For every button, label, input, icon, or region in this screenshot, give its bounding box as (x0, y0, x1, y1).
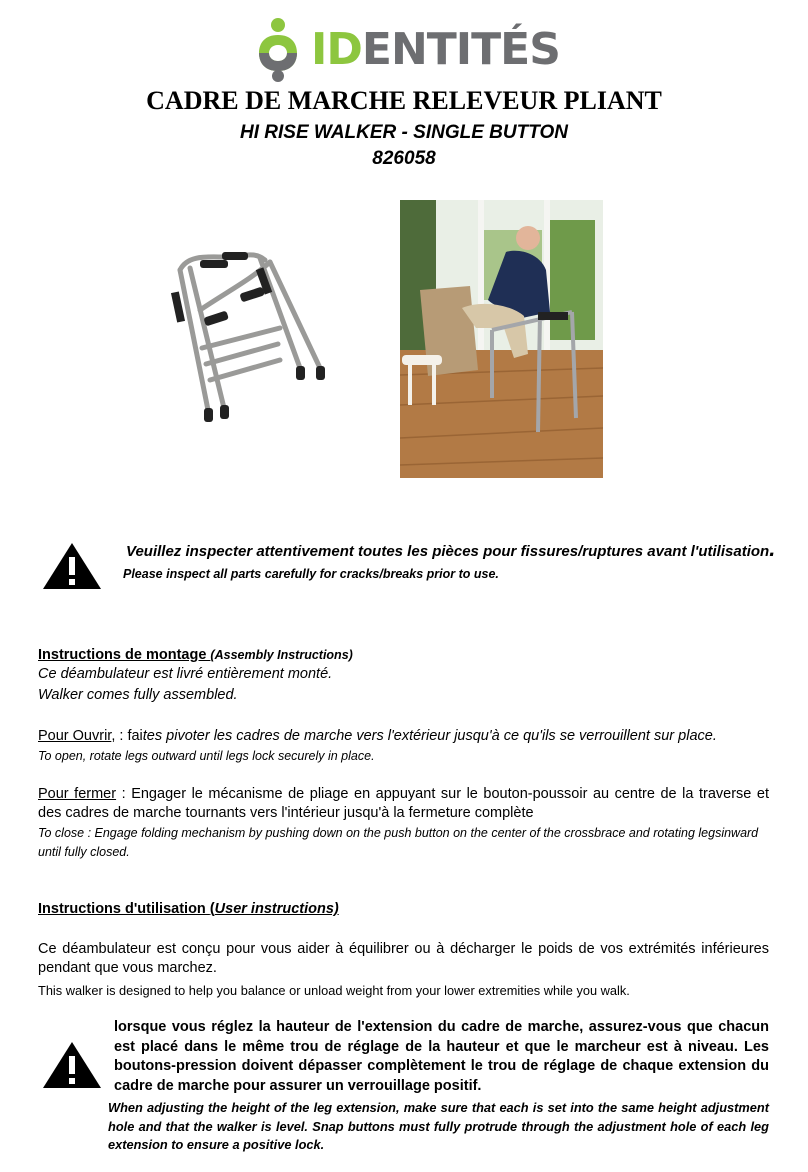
assembly-line-fr: Ce déambulateur est livré entièrement monté. (38, 666, 333, 682)
open-instruction-en: To open, rotate legs outward until legs lock securely in place. (38, 749, 375, 763)
user-heading-en: User instructions) (214, 901, 339, 917)
warning-triangle-icon (41, 541, 103, 591)
product-code: 826058 (372, 148, 436, 169)
open-instruction-fr (38, 727, 769, 746)
page-title: CADRE DE MARCHE RELEVEUR PLIANT (146, 86, 662, 115)
assembly-heading (38, 646, 769, 665)
user-heading (38, 900, 769, 919)
open-sep: , : fai (111, 728, 143, 744)
user-text-fr: Ce déambulateur est conçu pour vous aider à équilibrer ou à décharger le poids de vos extrémités inférieures pendant que vous marchez. (38, 941, 769, 976)
open-text-fr: tes pivoter les cadres de marche vers l'extérieur jusqu'à ce qu'ils se verrouillent sur place. (142, 728, 717, 744)
user-heading-fr: Instructions d'utilisation (38, 901, 210, 917)
user-heading-paren: ( (209, 901, 215, 917)
user-text-en: This walker is designed to help you balance or unload weight from your lower extremities while you walk. (38, 983, 630, 998)
walker-product-image (160, 240, 340, 440)
close-label: Pour fermer (38, 786, 117, 802)
warning-inspect-fr-text: Veuillez inspecter attentivement toutes les pièces pour fissures/ruptures avant l'utilisation (126, 543, 770, 560)
user-with-walker-photo (400, 200, 603, 478)
assembly-heading-en: (Assembly Instructions) (210, 648, 353, 662)
warning-triangle-icon (41, 1040, 103, 1090)
page-subtitle: HI RISE WALKER - SINGLE BUTTON (240, 122, 568, 143)
height-adjust-warning-en: When adjusting the height of the leg extension, make sure that each is set into the same height adjustment hole and that the walker is level. Snap buttons must fully protrude through the adjustment hole of each leg extension to ensure a positive lock. (108, 1100, 769, 1152)
brand-id: ID (311, 24, 362, 75)
close-instruction-en: To close : Engage folding mechanism by pushing down on the push button on the center of the crossbrace and rotating legsinward until fully closed. (38, 826, 759, 859)
brand-rest: ENTITÉS (361, 24, 560, 75)
assembly-heading-fr: Instructions de montage (38, 647, 211, 663)
height-adjust-warning-fr: lorsque vous réglez la hauteur de l'extension du cadre de marche, assurez-vous que chacun est placé dans le même trou de réglage de la hauteur et que le marcheur est à niveau. Les boutons-pression doivent dépasser complètement le trou de réglage de chaque extension du cadre de marche pour assurer un verrouillage positif. (114, 1019, 769, 1094)
warning-inspect-en: Please inspect all parts carefully for cracks/breaks prior to use. (123, 567, 499, 581)
warning-inspect-fr-dot: . (769, 536, 776, 561)
close-instruction-fr (38, 785, 769, 823)
warning-inspect-fr (126, 536, 776, 561)
brand-wordmark (311, 24, 560, 75)
close-text-fr: : Engager le mécanisme de pliage en appuyant sur le bouton-poussoir au centre de la traverse et des cadres de marche tournants vers l'intérieur jusqu'à la fermeture complète (38, 786, 769, 821)
open-label: Pour Ouvrir (38, 728, 112, 744)
brand-logo (255, 16, 565, 84)
person-figure-icon (255, 17, 301, 83)
assembly-line-en: Walker comes fully assembled. (38, 687, 238, 703)
